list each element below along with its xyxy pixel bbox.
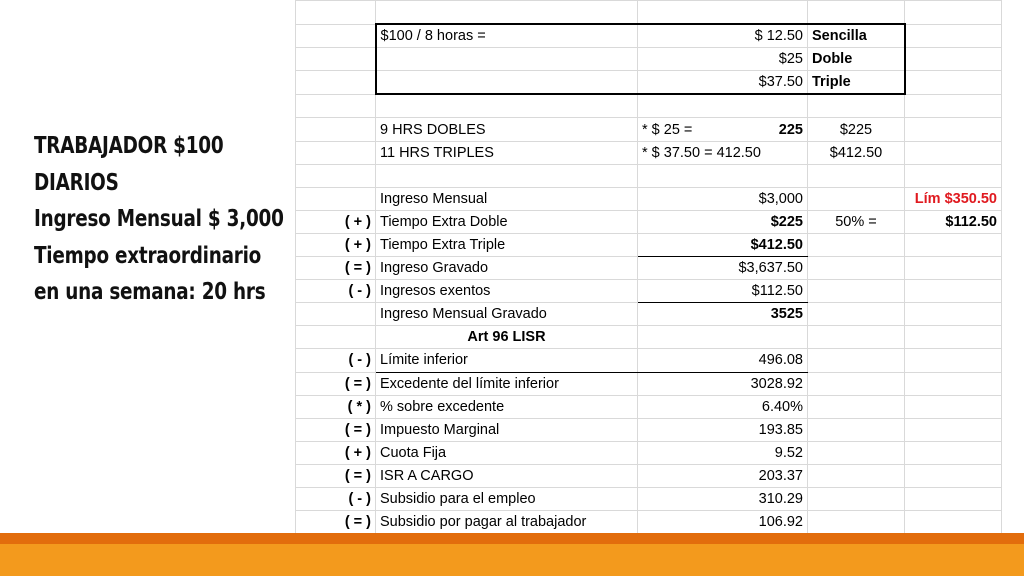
rate-desc-cell[interactable]: $100 / 8 horas = xyxy=(376,24,638,48)
footer-band xyxy=(0,544,1024,576)
section-header-cell[interactable]: Art 96 LISR xyxy=(376,326,638,349)
table-row xyxy=(296,187,1002,210)
operator-cell[interactable]: ( + ) xyxy=(296,441,376,464)
table-row xyxy=(296,118,1002,141)
calc-value-cell[interactable]: $412.50 xyxy=(638,233,808,256)
operator-cell[interactable]: ( + ) xyxy=(296,210,376,233)
title-line-3: Ingreso Mensual $ 3,000 xyxy=(34,206,284,232)
calc-value-cell[interactable]: $3,000 xyxy=(638,187,808,210)
calc-label-cell[interactable]: Cuota Fija xyxy=(376,441,638,464)
table-row xyxy=(296,164,1002,187)
table-row xyxy=(296,441,1002,464)
calc-label-cell[interactable]: Ingresos exentos xyxy=(376,280,638,303)
table-row xyxy=(296,418,1002,441)
table-row xyxy=(296,303,1002,326)
slide-title xyxy=(34,128,284,311)
operator-cell[interactable]: ( + ) xyxy=(296,233,376,256)
table-row xyxy=(296,1,1002,25)
rate-value-cell[interactable]: $ 12.50 xyxy=(638,24,808,48)
calc-label-cell[interactable]: % sobre excedente xyxy=(376,395,638,418)
table-row xyxy=(296,48,1002,71)
calc-value-cell[interactable]: 9.52 xyxy=(638,441,808,464)
operator-cell[interactable]: ( - ) xyxy=(296,487,376,510)
table-row xyxy=(296,464,1002,487)
calc-value-cell[interactable]: 496.08 xyxy=(638,349,808,372)
table-row xyxy=(296,511,1002,534)
table-row xyxy=(296,395,1002,418)
hours-calc-cell[interactable]: * $ 37.50 = 412.50 xyxy=(638,141,808,164)
operator-cell[interactable]: ( = ) xyxy=(296,257,376,280)
calc-label-cell[interactable]: Impuesto Marginal xyxy=(376,418,638,441)
hours-total-cell[interactable]: $225 xyxy=(808,118,905,141)
operator-cell[interactable]: ( - ) xyxy=(296,349,376,372)
table-row xyxy=(296,326,1002,349)
title-line-4: Tiempo extraordinario xyxy=(34,242,262,269)
table-row xyxy=(296,487,1002,510)
calc-value-cell[interactable]: 106.92 xyxy=(638,511,808,534)
hours-calc-cell[interactable]: * $ 25 = 225 xyxy=(638,118,808,141)
calc-value-cell[interactable]: $112.50 xyxy=(638,280,808,303)
title-line-1: TRABAJADOR $100 xyxy=(34,133,224,159)
hours-label-cell[interactable]: 9 HRS DOBLES xyxy=(376,118,638,141)
table-row xyxy=(296,210,1002,233)
table-row xyxy=(296,94,1002,118)
table-row xyxy=(296,372,1002,395)
table-row xyxy=(296,233,1002,256)
calc-label-cell[interactable]: Tiempo Extra Doble xyxy=(376,210,638,233)
operator-cell[interactable]: ( = ) xyxy=(296,511,376,534)
calc-label-cell[interactable]: Subsidio para el empleo xyxy=(376,487,638,510)
calc-label-cell[interactable]: Excedente del límite inferior xyxy=(376,372,638,395)
calc-value-cell[interactable]: $3,637.50 xyxy=(638,257,808,280)
table-row xyxy=(296,280,1002,303)
spreadsheet xyxy=(295,0,1002,534)
operator-cell[interactable]: ( - ) xyxy=(296,280,376,303)
calc-label-cell[interactable]: Límite inferior xyxy=(376,349,638,372)
table-row xyxy=(296,71,1002,95)
operator-cell[interactable]: ( = ) xyxy=(296,464,376,487)
calc-value-cell[interactable]: $225 xyxy=(638,210,808,233)
percent-cell[interactable]: 50% = xyxy=(808,210,905,233)
exempt-cell[interactable]: $112.50 xyxy=(905,210,1002,233)
calc-value-cell[interactable]: 203.37 xyxy=(638,464,808,487)
table-row xyxy=(296,141,1002,164)
rate-type-cell[interactable]: Doble xyxy=(808,48,905,71)
title-line-5: en una semana: 20 hrs xyxy=(34,279,266,305)
calc-label-cell[interactable]: Ingreso Gravado xyxy=(376,257,638,280)
rate-value-cell[interactable]: $37.50 xyxy=(638,71,808,95)
operator-cell[interactable]: ( = ) xyxy=(296,418,376,441)
rate-value-cell[interactable]: $25 xyxy=(638,48,808,71)
calc-value-cell[interactable]: 193.85 xyxy=(638,418,808,441)
calc-label-cell[interactable]: ISR A CARGO xyxy=(376,464,638,487)
calc-value-cell[interactable]: 6.40% xyxy=(638,395,808,418)
table-row xyxy=(296,24,1002,48)
calc-label-cell[interactable]: Subsidio por pagar al trabajador xyxy=(376,511,638,534)
title-line-2: DIARIOS xyxy=(34,169,119,196)
calc-value-cell[interactable]: 310.29 xyxy=(638,487,808,510)
calc-label-cell[interactable]: Ingreso Mensual xyxy=(376,187,638,210)
calc-value-cell[interactable]: 3525 xyxy=(638,303,808,326)
rate-type-cell[interactable]: Triple xyxy=(808,71,905,95)
hours-total-cell[interactable]: $412.50 xyxy=(808,141,905,164)
table-row xyxy=(296,257,1002,280)
operator-cell[interactable]: ( * ) xyxy=(296,395,376,418)
footer-accent-bar xyxy=(0,533,1024,544)
operator-cell[interactable]: ( = ) xyxy=(296,372,376,395)
limit-cell[interactable]: Lím $350.50 xyxy=(905,187,1002,210)
table-row xyxy=(296,349,1002,372)
calc-value-cell[interactable]: 3028.92 xyxy=(638,372,808,395)
calc-label-cell[interactable]: Tiempo Extra Triple xyxy=(376,233,638,256)
rate-type-cell[interactable]: Sencilla xyxy=(808,24,905,48)
calc-label-cell[interactable]: Ingreso Mensual Gravado xyxy=(376,303,638,326)
hours-label-cell[interactable]: 11 HRS TRIPLES xyxy=(376,141,638,164)
